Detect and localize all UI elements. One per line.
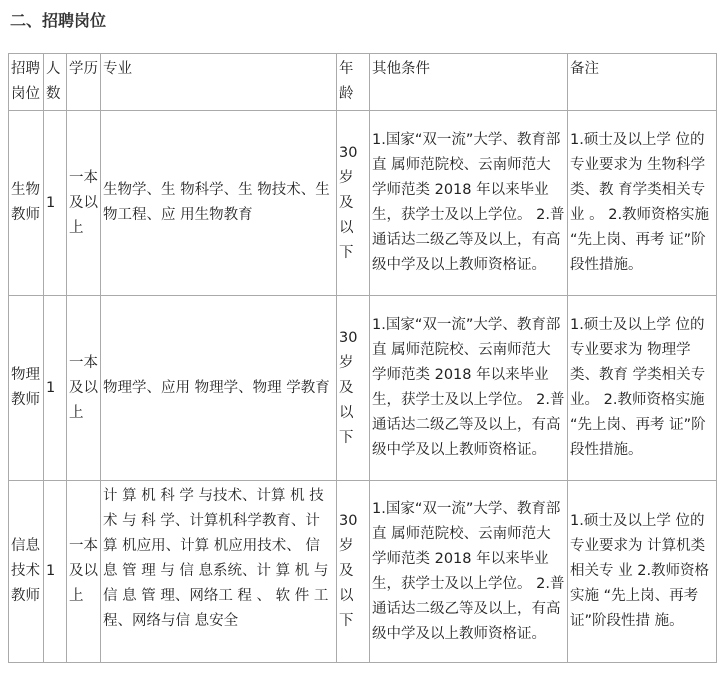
header-age: 年龄 [337,54,370,111]
cell-age: 30岁及以下 [337,481,370,663]
header-education: 学历 [67,54,101,111]
cell-age: 30岁及以下 [337,111,370,296]
cell-conditions: 1.国家“双一流”大学、教育部直 属师范院校、云南师范大学师范类 2018 年以来毕业生，获学士及以上学位。 2.普通话达二级乙等及以上，有高 级中学及以上教师资格证。 [370,296,568,481]
cell-age: 30岁及以下 [337,296,370,481]
cell-education: 一本及以上 [67,111,101,296]
header-count: 人数 [44,54,67,111]
recruitment-table [8,53,717,663]
cell-conditions: 1.国家“双一流”大学、教育部直 属师范院校、云南师范大学师范类 2018 年以来毕业生，获学士及以上学位。 2.普通话达二级乙等及以上，有高 级中学及以上教师资格证。 [370,481,568,663]
cell-count: 1 [44,296,67,481]
table-row [9,111,717,296]
cell-count: 1 [44,481,67,663]
cell-major: 计 算 机 科 学 与技术、计算 机 技 术 与 科 学、计算机科学教育、计算 机应用、计算 机应用技术、 信 息 管 理 与 信 息系统、计 算 机 与 信 息 管 理、网络工 程 、 软 件 工 程、网络与信 息安全 [101,481,337,663]
header-post: 招聘岗位 [9,54,44,111]
cell-conditions: 1.国家“双一流”大学、教育部直 属师范院校、云南师范大学师范类 2018 年以来毕业生，获学士及以上学位。 2.普通话达二级乙等及以上，有高 级中学及以上教师资格证。 [370,111,568,296]
header-notes: 备注 [568,54,717,111]
cell-count: 1 [44,111,67,296]
cell-notes: 1.硕士及以上学 位的专业要求为 生物科学类、教 育学类相关专 业 。 2.教师资格实施 “先上岗、再考 证”阶段性措施。 [568,111,717,296]
cell-education: 一本及以上 [67,296,101,481]
cell-major: 生物学、生 物科学、生 物技术、生 物工程、应 用生物教育 [101,111,337,296]
section-title: 二、招聘岗位 [10,11,107,30]
header-major: 专业 [101,54,337,111]
cell-post: 生物教师 [9,111,44,296]
cell-notes: 1.硕士及以上学 位的专业要求为 物理学类、教育 学类相关专业。 2.教师资格实施 “先上岗、再考 证”阶段性措施。 [568,296,717,481]
table-row [9,296,717,481]
cell-post: 物理教师 [9,296,44,481]
table-row [9,481,717,663]
header-conditions: 其他条件 [370,54,568,111]
cell-post: 信息技术教师 [9,481,44,663]
cell-notes: 1.硕士及以上学 位的专业要求为 计算机类相关专 业 2.教师资格实施 “先上岗、再考 证”阶段性措 施。 [568,481,717,663]
cell-education: 一本及以上 [67,481,101,663]
cell-major: 物理学、应用 物理学、物理 学教育 [101,296,337,481]
table-header-row [9,54,717,111]
